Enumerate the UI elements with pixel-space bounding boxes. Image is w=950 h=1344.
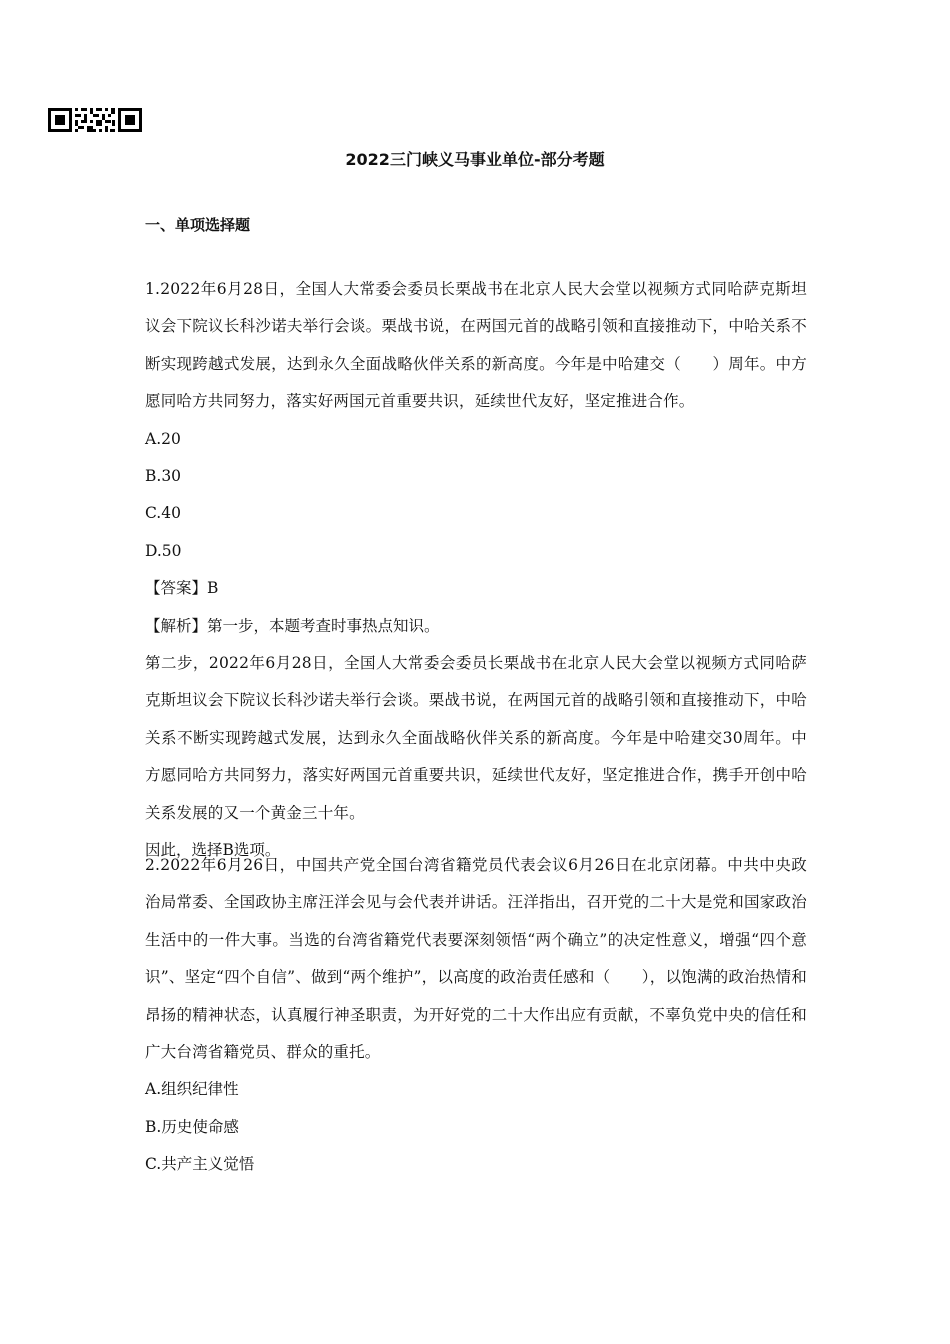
option-a: A.20	[145, 429, 181, 448]
answer-line: 【答案】B	[145, 579, 219, 598]
option-a: A.组织纪律性	[145, 1080, 239, 1099]
document-title: 2022三门峡义马事业单位-部分考题	[345, 150, 605, 169]
question-stem: 1.2022年6月28日，全国人大常委会委员长栗战书在北京人民大会堂以视频方式同哈萨克斯坦议会下院议长科沙诺夫举行会谈。栗战书说，在两国元首的战略引领和直接推动下，中哈关系不断实现跨越式发展，达到永久全面战略伙伴关系的新高度。今年是中哈建交（ ）周年。中方愿同哈方共同努力，落实好两国元首重要共识，延续世代友好，坚定推进合作。	[145, 280, 807, 411]
option-c: C.40	[145, 504, 181, 523]
option-b: B.30	[145, 467, 182, 486]
section-heading: 一、单项选择题	[145, 216, 251, 234]
question-2	[145, 847, 807, 1184]
analysis-conclusion: 因此，选择B选项。	[145, 841, 281, 859]
option-b: B.历史使命感	[145, 1117, 239, 1136]
option-c: C.共产主义觉悟	[145, 1155, 255, 1174]
qr-code-icon	[48, 108, 142, 132]
option-d: D.50	[145, 541, 182, 560]
question-stem: 2.2022年6月26日，中国共产党全国台湾省籍党员代表会议6月26日在北京闭幕。中共中央政治局常委、全国政协主席汪洋会见与会代表并讲话。汪洋指出，召开党的二十大是党和国家政治生活中的一件大事。当选的台湾省籍党代表要深刻领悟“两个确立”的决定性意义，增强“四个意识”、坚定“四个自信”、做到“两个维护”，以高度的政治责任感和（ ），以饱满的政治热情和昂扬的精神状态，认真履行神圣职责，为开好党的二十大作出应有贡献，不辜负党中央的信任和广大台湾省籍党员、群众的重托。	[145, 856, 807, 1062]
question-1	[145, 271, 807, 869]
analysis-line: 【解析】第一步，本题考查时事热点知识。	[145, 616, 440, 635]
analysis-step-2: 第二步，2022年6月28日，全国人大常委会委员长栗战书在北京人民大会堂以视频方式同哈萨克斯坦议会下院议长科沙诺夫举行会谈。栗战书说，在两国元首的战略引领和直接推动下，中哈关系不断实现跨越式发展，达到永久全面战略伙伴关系的新高度。今年是中哈建交30周年。中方愿同哈方共同努力，落实好两国元首重要共识，延续世代友好，坚定推进合作，携手开创中哈关系发展的又一个黄金三十年。	[145, 653, 807, 822]
